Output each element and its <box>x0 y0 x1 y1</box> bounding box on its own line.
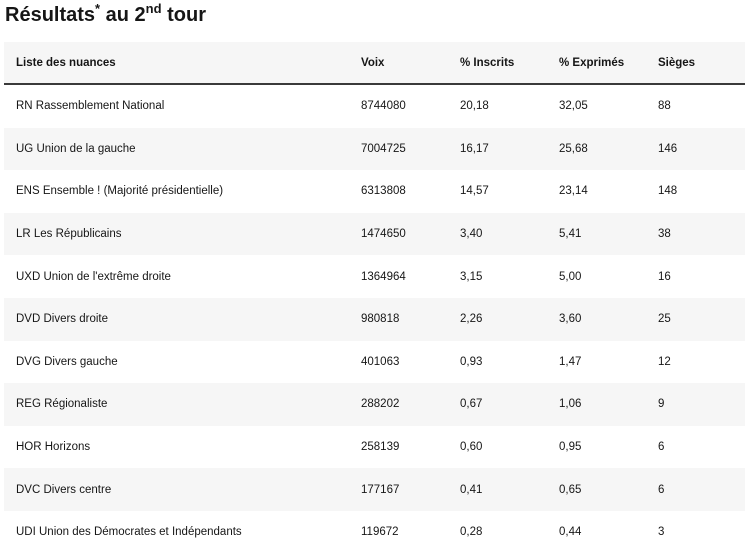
cell-sieges: 148 <box>658 185 678 198</box>
results-table <box>4 42 745 548</box>
cell-sieges: 146 <box>658 142 678 155</box>
cell-voix: 258139 <box>361 441 400 454</box>
table-row <box>4 298 745 341</box>
table-row <box>4 426 745 469</box>
table-row <box>4 170 745 213</box>
table-row <box>4 511 745 548</box>
table-row <box>4 468 745 511</box>
table-body <box>4 85 745 548</box>
cell-nuance: LR Les Républicains <box>16 228 122 241</box>
cell-pct-inscrits: 3,40 <box>460 228 483 241</box>
cell-voix: 1364964 <box>361 270 406 283</box>
cell-pct-exprimes: 32,05 <box>559 100 588 113</box>
cell-nuance: DVD Divers droite <box>16 313 109 326</box>
cell-sieges: 16 <box>658 270 671 283</box>
cell-nuance: ENS Ensemble ! (Majorité présidentielle) <box>16 185 224 198</box>
cell-pct-inscrits: 3,15 <box>460 270 483 283</box>
cell-sieges: 25 <box>658 313 671 326</box>
table-row <box>4 255 745 298</box>
cell-nuance: DVG Divers gauche <box>16 355 118 368</box>
cell-voix: 119672 <box>361 526 399 539</box>
cell-voix: 6313808 <box>361 185 406 198</box>
cell-pct-inscrits: 0,41 <box>460 483 483 496</box>
cell-pct-inscrits: 0,28 <box>460 526 483 539</box>
table-row <box>4 128 745 171</box>
cell-voix: 401063 <box>361 355 400 368</box>
cell-voix: 8744080 <box>361 100 406 113</box>
cell-nuance: HOR Horizons <box>16 441 91 454</box>
title-asterisk: * <box>95 1 101 16</box>
cell-voix: 980818 <box>361 313 400 326</box>
cell-nuance: REG Régionaliste <box>16 398 108 411</box>
cell-voix: 1474650 <box>361 228 406 241</box>
cell-pct-inscrits: 0,67 <box>460 398 483 411</box>
cell-pct-exprimes: 25,68 <box>559 142 588 155</box>
header-pct-inscrits: % Inscrits <box>460 56 515 69</box>
cell-pct-exprimes: 23,14 <box>559 185 588 198</box>
cell-pct-exprimes: 0,95 <box>559 441 582 454</box>
title-end: tour <box>161 4 206 26</box>
cell-nuance: UG Union de la gauche <box>16 142 136 155</box>
cell-pct-inscrits: 0,93 <box>460 355 483 368</box>
header-liste-des-nuances: Liste des nuances <box>16 56 116 69</box>
cell-voix: 288202 <box>361 398 400 411</box>
cell-pct-exprimes: 3,60 <box>559 313 582 326</box>
cell-pct-inscrits: 16,17 <box>460 142 489 155</box>
cell-pct-inscrits: 20,18 <box>460 100 489 113</box>
table-row <box>4 85 745 128</box>
cell-pct-exprimes: 1,47 <box>559 355 582 368</box>
title-ordinal: nd <box>145 1 162 16</box>
cell-sieges: 3 <box>658 526 665 539</box>
header-voix: Voix <box>361 56 385 69</box>
title-main: Résultats <box>5 4 96 26</box>
cell-nuance: UDI Union des Démocrates et Indépendants <box>16 526 242 539</box>
title-middle: au 2 <box>100 4 146 26</box>
cell-nuance: UXD Union de l'extrême droite <box>16 270 171 283</box>
cell-pct-exprimes: 5,00 <box>559 270 582 283</box>
page-title <box>5 1 206 27</box>
cell-sieges: 88 <box>658 100 671 113</box>
cell-nuance: DVC Divers centre <box>16 483 112 496</box>
cell-pct-inscrits: 0,60 <box>460 441 483 454</box>
cell-nuance: RN Rassemblement National <box>16 100 165 113</box>
cell-pct-exprimes: 5,41 <box>559 228 582 241</box>
cell-voix: 7004725 <box>361 142 406 155</box>
cell-pct-inscrits: 14,57 <box>460 185 489 198</box>
table-header-row <box>4 42 745 85</box>
table-row <box>4 383 745 426</box>
cell-voix: 177167 <box>361 483 400 496</box>
cell-sieges: 6 <box>658 483 665 496</box>
cell-pct-exprimes: 1,06 <box>559 398 582 411</box>
cell-sieges: 12 <box>658 355 671 368</box>
header-pct-exprimes: % Exprimés <box>559 56 625 69</box>
cell-sieges: 38 <box>658 228 671 241</box>
table-row <box>4 341 745 384</box>
cell-pct-inscrits: 2,26 <box>460 313 483 326</box>
cell-sieges: 6 <box>658 441 665 454</box>
header-sieges: Sièges <box>658 56 696 69</box>
table-row <box>4 213 745 256</box>
cell-sieges: 9 <box>658 398 665 411</box>
cell-pct-exprimes: 0,65 <box>559 483 582 496</box>
cell-pct-exprimes: 0,44 <box>559 526 582 539</box>
